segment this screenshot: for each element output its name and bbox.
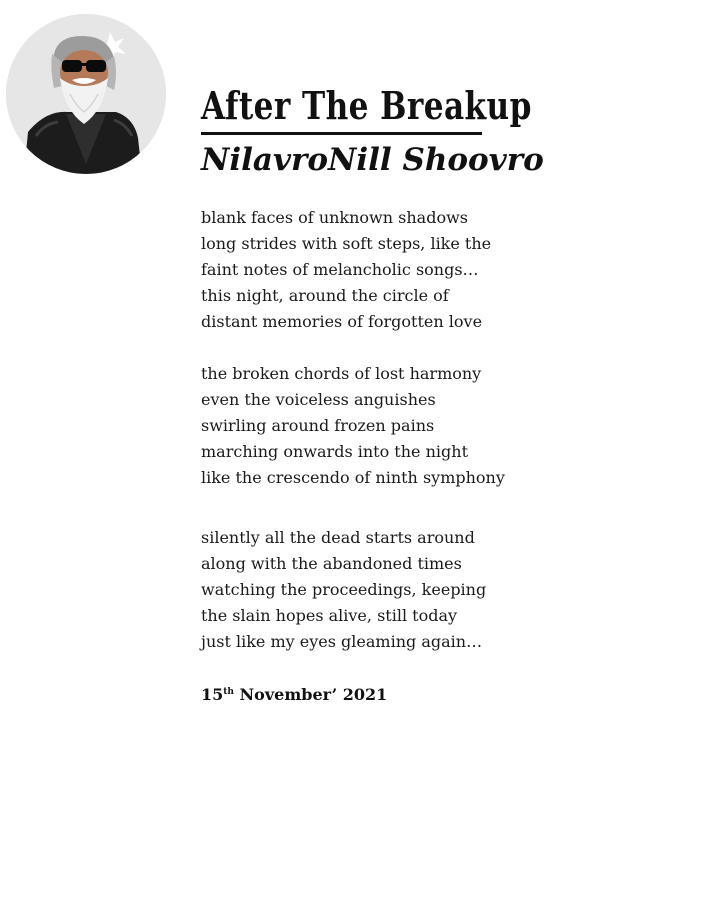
poem-line: swirling around frozen pains xyxy=(201,416,435,435)
date-day-suffix: th xyxy=(223,687,234,697)
poem-line: silently all the dead starts around xyxy=(201,528,475,547)
poem-line: along with the abandoned times xyxy=(201,554,462,573)
stanza-2 xyxy=(201,361,505,491)
poem-line: the broken chords of lost harmony xyxy=(201,364,482,383)
poem-line: even the voiceless anguishes xyxy=(201,390,436,409)
author-portrait xyxy=(6,14,166,174)
poem-line: this night, around the circle of xyxy=(201,286,449,305)
stanza-3 xyxy=(201,525,486,655)
portrait-image xyxy=(6,14,166,174)
stanza-1 xyxy=(201,205,491,335)
date-day: 15 xyxy=(201,685,224,704)
poem-line: the slain hopes alive, still today xyxy=(201,606,458,625)
author-name: NilavroNill Shoovro xyxy=(201,142,544,178)
poem-line: distant memories of forgotten love xyxy=(201,312,483,331)
poem-date xyxy=(201,680,387,707)
poem-line: long strides with soft steps, like the xyxy=(201,234,492,253)
poem-line: blank faces of unknown shadows xyxy=(201,208,468,227)
poem-line: faint notes of melancholic songs… xyxy=(201,260,479,279)
date-month-year: November’ 2021 xyxy=(239,685,388,704)
poem-line: marching onwards into the night xyxy=(201,442,468,461)
poem-line: like the crescendo of ninth symphony xyxy=(201,468,505,487)
title-underline xyxy=(201,132,482,135)
poem-line: just like my eyes gleaming again… xyxy=(201,632,483,651)
poem-title: After The Breakup xyxy=(201,83,532,128)
poem-line: watching the proceedings, keeping xyxy=(201,580,487,599)
